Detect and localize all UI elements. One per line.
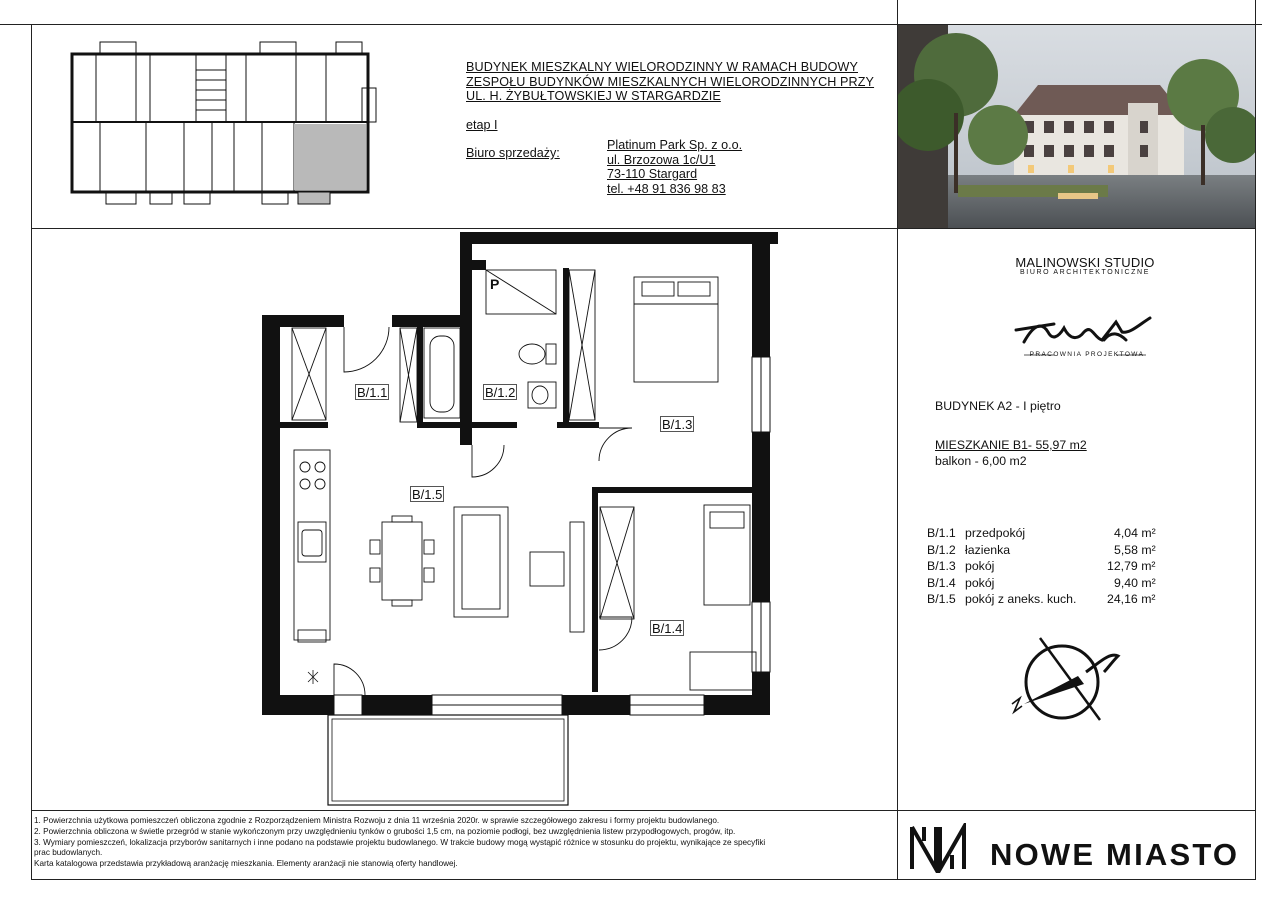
brand-name: NOWE MIASTO (990, 837, 1240, 872)
brand-logo-icon (906, 823, 970, 873)
room-row (927, 576, 1189, 593)
balcony-area: balkon - 6,00 m2 (935, 454, 1027, 468)
room-name: pokój (965, 559, 995, 574)
room-row (927, 543, 1189, 560)
room-area: 5,58 m² (1114, 542, 1156, 557)
apartment-floor-plan (262, 232, 782, 812)
room-code: B/1.5 (927, 592, 956, 607)
room-area: 12,79 m² (1107, 559, 1156, 574)
sales-office-address (607, 138, 742, 196)
room-code: B/1.3 (927, 559, 956, 574)
project-title-line3: UL. H. ŻYBUŁTOWSKIEJ W STARGARDZIE (466, 89, 721, 103)
building-floor: BUDYNEK A2 - I piętro (935, 399, 1061, 413)
room-row (927, 592, 1189, 609)
frame-left-line (31, 24, 32, 879)
project-title-line1: BUDYNEK MIESZKALNY WIELORODZINNY W RAMACH BUDOWY (466, 60, 858, 74)
workshop-caption: PRACOWNIA PROJEKTOWA (1029, 351, 1145, 358)
room-row (927, 559, 1189, 576)
plan-label-bathroom: B/1.2 (485, 385, 516, 400)
plan-label-hall: B/1.1 (357, 385, 388, 400)
north-arrow-icon (1000, 632, 1128, 728)
stage-label: etap I (466, 118, 498, 132)
office-company: Platinum Park Sp. z o.o. (607, 138, 743, 152)
office-street: ul. Brzozowa 1c/U1 (607, 152, 716, 167)
room-code: B/1.4 (927, 575, 956, 590)
office-city: 73-110 Stargard (607, 167, 698, 182)
room-area: 24,16 m² (1107, 592, 1156, 607)
note-line: 3. Wymiary pomieszczeń, lokalizacja przyborów sanitarnych i inne podano na podstawie projektu budowlanego. W trakcie budowy mogą wystąpić różnice w stosunku do projektu, wynikające ze specyfiki (34, 837, 766, 847)
building-rendering-image (898, 25, 1255, 228)
sales-office-label: Biuro sprzedaży: (466, 146, 560, 160)
note-line: 1. Powierzchnia użytkowa pomieszczeń obliczona zgodnie z Rozporządzeniem Ministra Rozwoju z dnia 11 września 2020r. w sprawie szczegółowego zakresu i formy projektu budowlanego. (34, 816, 720, 825)
room-row (927, 526, 1189, 543)
room-name: przedpokój (965, 526, 1026, 540)
apartment-title: MIESZKANIE B1- 55,97 m2 (935, 438, 1087, 452)
studio-name: MALINOWSKI STUDIO (1015, 255, 1155, 270)
footnotes (34, 816, 894, 870)
room-code: B/1.1 (927, 526, 956, 540)
plan-label-room: B/1.4 (652, 621, 683, 636)
note-line: Karta katalogowa przedstawia przykładową aranżację mieszkania. Elementy aranżacji nie stanowią oferty handlowej. (34, 859, 458, 869)
studio-subtitle: BIURO ARCHITEKTONICZNE (1020, 269, 1150, 276)
room-area: 9,40 m² (1114, 575, 1156, 590)
project-title (466, 60, 874, 104)
plan-label-bedroom: B/1.3 (662, 417, 693, 432)
room-code: B/1.2 (927, 542, 956, 557)
room-name: łazienka (965, 542, 1011, 557)
room-name: pokój z aneks. kuch. (965, 592, 1077, 607)
frame-right-line (1255, 0, 1256, 879)
key-plan (66, 40, 382, 208)
office-phone: tel. +48 91 836 98 83 (607, 181, 726, 196)
plan-label-living-kitchen: B/1.5 (412, 487, 443, 502)
frame-bottom-line (31, 879, 1256, 880)
project-title-line2: ZESPOŁU BUDYNKÓW MIESZKALNYCH WIELORODZINNYCH PRZY (466, 74, 875, 89)
room-schedule (927, 526, 1189, 609)
note-line: 2. Powierzchnia obliczona w świetle przegród w stanie wykończonym przy uwzględnieniu tynków o grubości 1,5 cm, na poziomie podłogi, bez uwzględnienia listew przypodłogowych, progów, itp. (34, 826, 736, 836)
frame-divider-horizontal (31, 228, 1256, 229)
note-line: prac budowlanych. (34, 848, 103, 858)
plan-label-shaft: P (490, 276, 500, 292)
room-name: pokój (965, 575, 995, 590)
room-area: 4,04 m² (1114, 526, 1156, 540)
